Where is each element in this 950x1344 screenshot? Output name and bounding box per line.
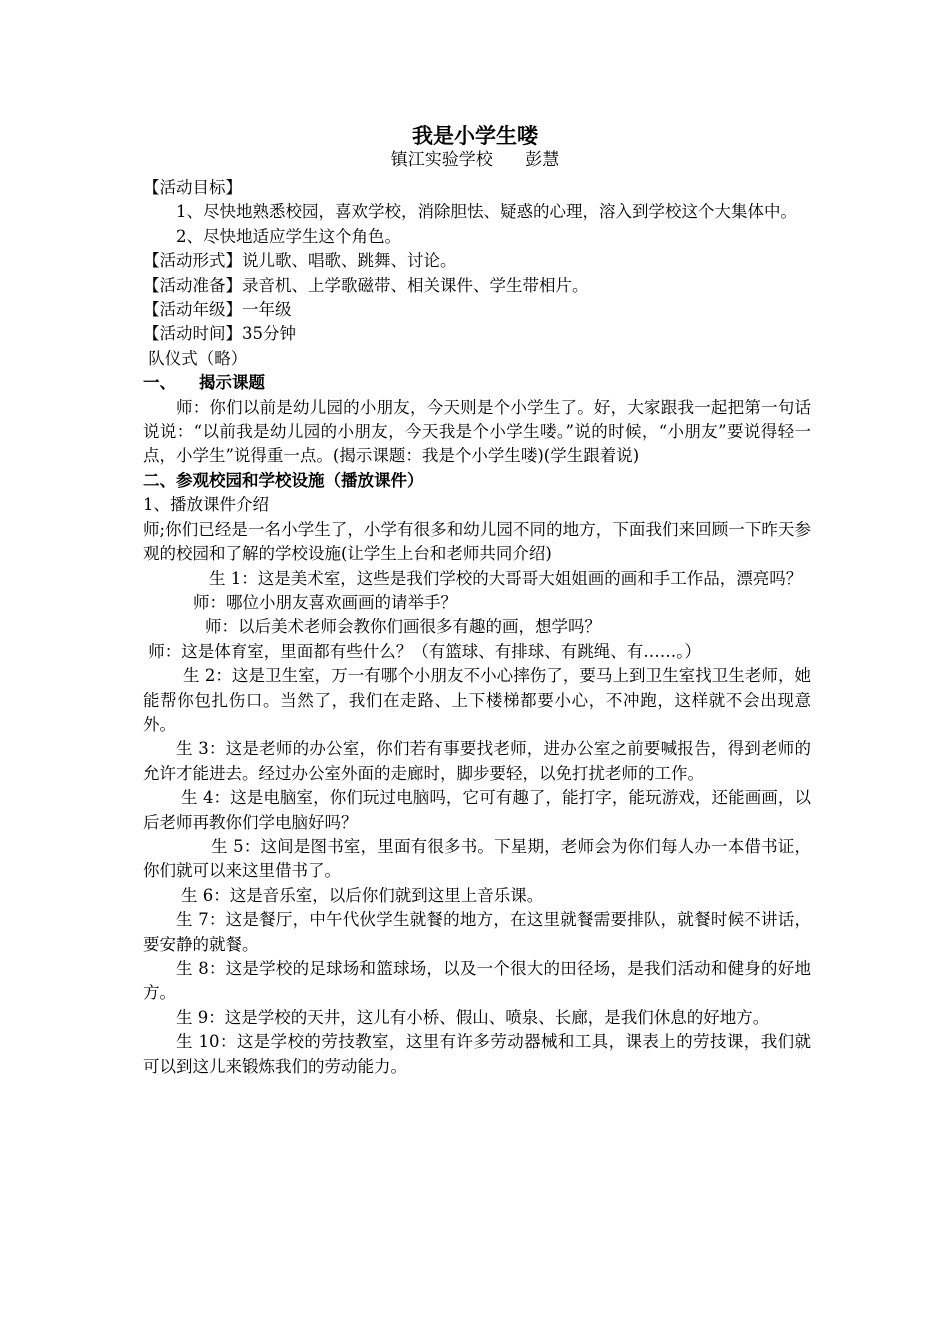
paragraph-student-10: 生 10：这是学校的劳技教室，这里有许多劳动器械和工具，课表上的劳技课，我们就可以到这儿来锻炼我们的劳动能力。	[143, 1032, 811, 1076]
paragraph-student-5: 生 5：这间是图书室，里面有很多书。下星期，老师会为你们每人办一本借书证，你们就可以来这里借书了。	[143, 836, 811, 881]
paragraph-teacher-1: 师：哪位小朋友喜欢画画的请举手？	[193, 592, 457, 612]
paragraph-student-3: 生 3：这是老师的办公室，你们若有事要找老师，进办公室之前要喊报告，得到老师的允许才能进去。经过办公室外面的走廊时，脚步要轻，以免打扰老师的工作。	[143, 739, 811, 783]
paragraph-student-8: 生 8：这是学校的足球场和篮球场，以及一个很大的田径场，是我们活动和健身的好地方。	[143, 959, 811, 1003]
paragraph-teacher-3: 师：这是体育室，里面都有些什么？（有篮球、有排球、有跳绳、有……。）	[143, 641, 701, 661]
paragraph-student-1: 生 1：这是美术室，这些是我们学校的大哥哥大姐姐画的画和手工作品，漂亮吗？	[209, 568, 803, 588]
paragraph-form: 【活动形式】说儿歌、唱歌、跳舞、讨论。	[143, 251, 457, 271]
paragraph-goal-1: 1、尽快地熟悉校园，喜欢学校，消除胆怯、疑惑的心理，溶入到学校这个大集体中。	[176, 202, 797, 222]
document-byline: 镇江实验学校 彭慧	[390, 150, 560, 170]
paragraph-student-9: 生 9：这是学校的天井，这儿有小桥、假山、喷泉、长廊，是我们休息的好地方。	[176, 1007, 770, 1027]
paragraph-grade: 【活动年级】一年级	[143, 300, 292, 320]
document-title: 我是小学生喽	[412, 123, 538, 148]
section-heading-goal: 【活动目标】	[143, 178, 242, 197]
paragraph-student-2: 生 2：这是卫生室，万一有哪个小朋友不小心摔伤了，要马上到卫生室找卫生老师，她能帮你包扎伤口。当然了，我们在走路、上下楼梯都要小心，不冲跑，这样就不会出现意外。	[143, 666, 811, 734]
document-body	[143, 176, 811, 1079]
paragraph-student-6: 生 6：这是音乐室，以后你们就到这里上音乐课。	[181, 885, 544, 905]
paragraph-goal-2: 2、尽快地适应学生这个角色。	[176, 226, 401, 246]
subheading-sec2: 1、播放课件介绍	[143, 495, 269, 515]
paragraph-student-7: 生 7：这是餐厅，中午代伙学生就餐的地方，在这里就餐需要排队，就餐时候不讲话，要安静的就餐。	[143, 910, 811, 954]
paragraph-student-4: 生 4：这是电脑室，你们玩过电脑吗，它可有趣了，能打字，能玩游戏，还能画画，以后老师再教你们学电脑好吗？	[143, 788, 811, 832]
paragraph-prep: 【活动准备】录音机、上学歌磁带、相关课件、学生带相片。	[143, 275, 589, 295]
paragraph-time: 【活动时间】35分钟	[143, 324, 296, 344]
section-heading-2: 二、参观校园和学校设施（播放课件）	[143, 470, 424, 490]
paragraph-teacher-2: 师：以后美术老师会教你们画很多有趣的画，想学吗？	[205, 617, 601, 637]
paragraph-sec2: 师;你们已经是一名小学生了，小学有很多和幼儿园不同的地方，下面我们来回顾一下昨天参观的校园和了解的学校设施(让学生上台和老师共同介绍)	[143, 519, 811, 564]
paragraph-ceremony: 队仪式（略）	[143, 348, 248, 368]
section-heading-1: 一、 揭示课题	[143, 373, 265, 393]
paragraph-sec1: 师：你们以前是幼儿园的小朋友，今天则是个小学生了。好，大家跟我一起把第一句话说说：“以前我是幼儿园的小朋友，今天我是个小学生喽。”说的时候，“小朋友”要说得轻一点，小学生”说得重一点。(揭示课题：我是个小学生喽)(学生跟着说)	[143, 397, 811, 466]
